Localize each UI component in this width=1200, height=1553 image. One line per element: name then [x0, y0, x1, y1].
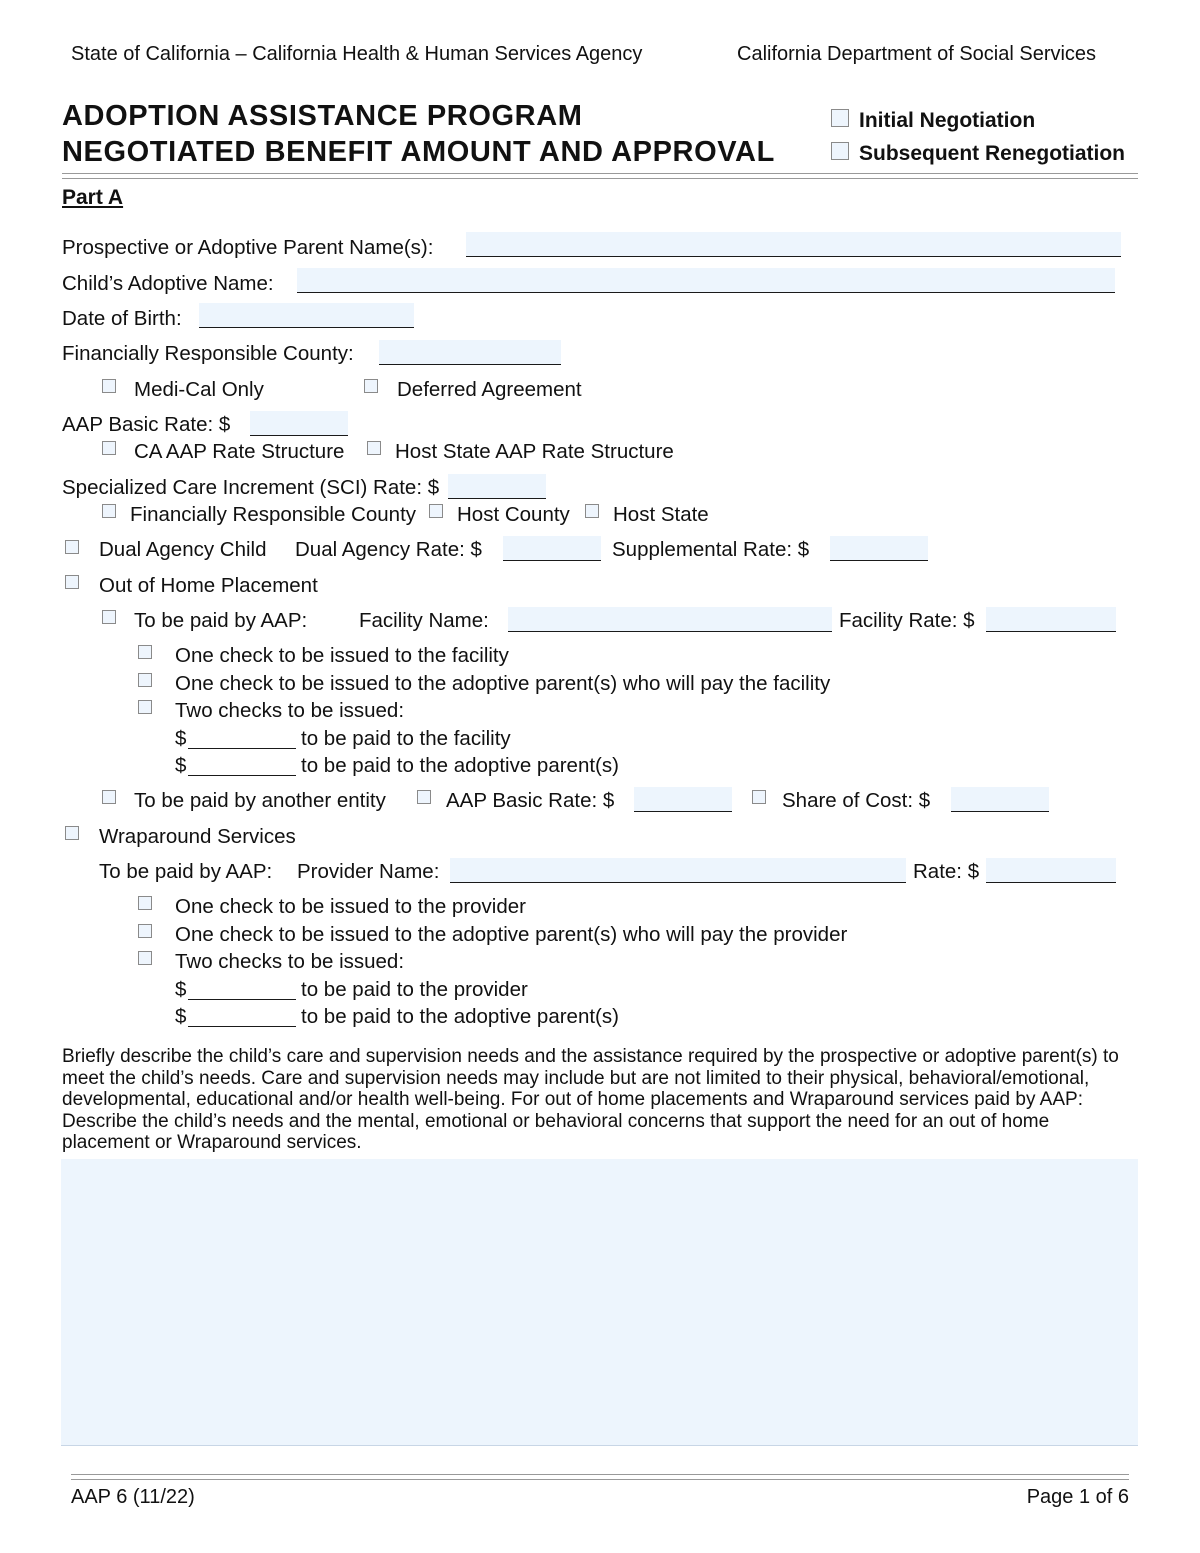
agency-name: State of California – California Health & Human Services Agency — [71, 43, 643, 65]
parent-names-label: Prospective or Adoptive Parent Name(s): — [62, 236, 434, 259]
dob-label: Date of Birth: — [62, 307, 182, 330]
department-name: California Department of Social Services — [737, 43, 1097, 65]
dual-agency-child-checkbox[interactable] — [65, 540, 79, 554]
subsequent-renegotiation-checkbox[interactable] — [831, 142, 849, 160]
ooh-paid-to-facility-label: to be paid to the facility — [301, 727, 511, 750]
provider-name-label: Provider Name: — [297, 860, 440, 883]
dob-field[interactable] — [199, 303, 414, 328]
ooh-one-check-facility-label: One check to be issued to the facility — [175, 644, 509, 667]
wrap-dollar-sign: $ — [175, 978, 187, 1001]
wraparound-services-label: Wraparound Services — [99, 825, 296, 848]
sci-host-county-label: Host County — [457, 503, 570, 526]
wrap-one-check-provider-checkbox[interactable] — [138, 896, 152, 910]
provider-name-field[interactable] — [450, 858, 906, 883]
ooh-dollar-sign: $ — [175, 727, 187, 750]
wrap-paid-to-parent-label: to be paid to the adoptive parent(s) — [301, 1005, 619, 1028]
ooh-paid-by-other-checkbox[interactable] — [102, 790, 116, 804]
dual-agency-child-label: Dual Agency Child — [99, 538, 267, 561]
share-of-cost-field[interactable] — [951, 787, 1049, 812]
parent-names-field[interactable] — [466, 232, 1121, 257]
dual-agency-rate-field[interactable] — [503, 536, 601, 561]
ca-aap-rate-structure-checkbox[interactable] — [102, 441, 116, 455]
ooh-aap-basic-rate-label: AAP Basic Rate: $ — [446, 789, 615, 812]
sci-rate-field[interactable] — [448, 474, 546, 499]
ooh-one-check-parent-label: One check to be issued to the adoptive parent(s) who will pay the facility — [175, 672, 831, 695]
medi-cal-only-label: Medi-Cal Only — [134, 378, 264, 401]
wrap-paid-by-aap-label: To be paid by AAP: — [99, 860, 273, 883]
footer-divider — [71, 1474, 1129, 1480]
wrap-one-check-parent-label: One check to be issued to the adoptive parent(s) who will pay the provider — [175, 923, 848, 946]
form-title-line1: ADOPTION ASSISTANCE PROGRAM — [62, 100, 583, 132]
description-prompt: Briefly describe the child’s care and supervision needs and the assistance required by the prospective or adoptive parent(s) to meet the child’s needs. Care and supervision needs may include but are not limited to their physical, behavioral/emotional, developmental, educational and/or health well-being. For out of home placements and Wraparound services paid by AAP: Describe the child’s needs and the mental, emotional or behavioral concerns that support the need for an out of home placement or Wraparound services. — [62, 1046, 1119, 1153]
ooh-parent-amount-line[interactable] — [188, 775, 296, 776]
facility-name-field[interactable] — [508, 607, 832, 632]
deferred-agreement-checkbox[interactable] — [364, 379, 378, 393]
county-label: Financially Responsible County: — [62, 342, 354, 365]
deferred-agreement-label: Deferred Agreement — [397, 378, 582, 401]
ooh-two-checks-checkbox[interactable] — [138, 700, 152, 714]
wrap-rate-field[interactable] — [986, 858, 1116, 883]
child-name-label: Child’s Adoptive Name: — [62, 272, 274, 295]
ooh-paid-to-parent-label: to be paid to the adoptive parent(s) — [301, 754, 619, 777]
form-title-line2: NEGOTIATED BENEFIT AMOUNT AND APPROVAL — [62, 136, 775, 168]
sci-host-state-checkbox[interactable] — [585, 504, 599, 518]
ooh-paid-by-aap-checkbox[interactable] — [102, 610, 116, 624]
ooh-aap-basic-rate-field[interactable] — [634, 787, 732, 812]
sci-host-county-checkbox[interactable] — [429, 504, 443, 518]
share-of-cost-label: Share of Cost: $ — [782, 789, 931, 812]
host-state-rate-structure-checkbox[interactable] — [367, 441, 381, 455]
initial-negotiation-checkbox[interactable] — [831, 109, 849, 127]
ca-aap-rate-structure-label: CA AAP Rate Structure — [134, 440, 345, 463]
page-number: Page 1 of 6 — [1026, 1486, 1129, 1508]
ooh-dollar-sign: $ — [175, 754, 187, 777]
ooh-one-check-parent-checkbox[interactable] — [138, 673, 152, 687]
wraparound-services-checkbox[interactable] — [65, 826, 79, 840]
out-of-home-placement-label: Out of Home Placement — [99, 574, 318, 597]
wrap-rate-label: Rate: $ — [913, 860, 980, 883]
supplemental-rate-field[interactable] — [830, 536, 928, 561]
medi-cal-only-checkbox[interactable] — [102, 379, 116, 393]
form-id: AAP 6 (11/22) — [71, 1486, 195, 1508]
wrap-one-check-parent-checkbox[interactable] — [138, 924, 152, 938]
sci-fin-county-checkbox[interactable] — [102, 504, 116, 518]
supplemental-rate-label: Supplemental Rate: $ — [612, 538, 810, 561]
facility-rate-field[interactable] — [986, 607, 1116, 632]
sci-rate-label: Specialized Care Increment (SCI) Rate: $ — [62, 476, 440, 499]
wrap-provider-amount-line[interactable] — [188, 999, 296, 1000]
ooh-paid-by-aap-label: To be paid by AAP: — [134, 609, 308, 632]
part-a-heading: Part A — [62, 186, 124, 209]
dual-agency-rate-label: Dual Agency Rate: $ — [295, 538, 482, 561]
ooh-two-checks-label: Two checks to be issued: — [175, 699, 405, 722]
wrap-parent-amount-line[interactable] — [188, 1026, 296, 1027]
share-of-cost-checkbox[interactable] — [752, 790, 766, 804]
initial-negotiation-label: Initial Negotiation — [859, 109, 1036, 132]
child-name-field[interactable] — [297, 268, 1115, 293]
sci-host-state-label: Host State — [613, 503, 709, 526]
wrap-one-check-provider-label: One check to be issued to the provider — [175, 895, 526, 918]
facility-rate-label: Facility Rate: $ — [839, 609, 975, 632]
wrap-paid-to-provider-label: to be paid to the provider — [301, 978, 528, 1001]
needs-description-textarea[interactable] — [61, 1159, 1138, 1446]
ooh-aap-basic-rate-checkbox[interactable] — [417, 790, 431, 804]
aap-basic-rate-field[interactable] — [250, 411, 348, 436]
sci-fin-county-label: Financially Responsible County — [130, 503, 417, 526]
wrap-two-checks-checkbox[interactable] — [138, 951, 152, 965]
wrap-dollar-sign: $ — [175, 1005, 187, 1028]
wrap-two-checks-label: Two checks to be issued: — [175, 950, 405, 973]
subsequent-renegotiation-label: Subsequent Renegotiation — [859, 142, 1126, 165]
ooh-paid-by-other-label: To be paid by another entity — [134, 789, 386, 812]
facility-name-label: Facility Name: — [359, 609, 489, 632]
aap-basic-rate-label: AAP Basic Rate: $ — [62, 413, 231, 436]
header-divider — [62, 173, 1138, 179]
out-of-home-placement-checkbox[interactable] — [65, 575, 79, 589]
ooh-one-check-facility-checkbox[interactable] — [138, 645, 152, 659]
ooh-facility-amount-line[interactable] — [188, 748, 296, 749]
host-state-rate-structure-label: Host State AAP Rate Structure — [395, 440, 674, 463]
county-field[interactable] — [379, 340, 561, 365]
